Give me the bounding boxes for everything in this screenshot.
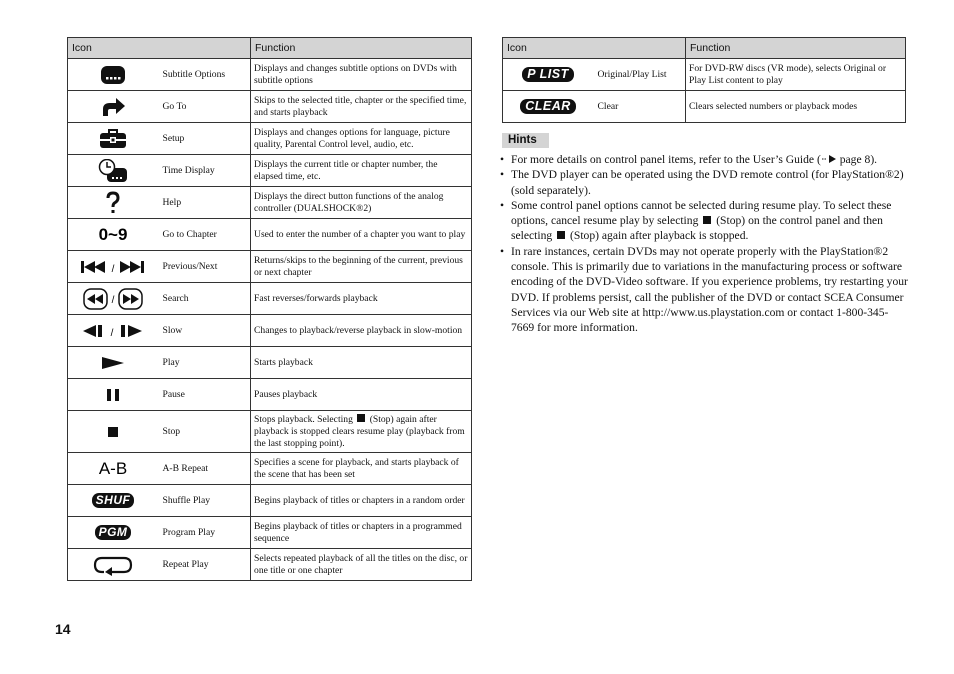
table-row bbox=[68, 347, 472, 379]
table-row bbox=[68, 411, 472, 453]
function-column-header: Function bbox=[686, 38, 906, 59]
control-icons-table bbox=[67, 37, 472, 581]
table-header-row bbox=[503, 38, 906, 59]
clear-icon-text: CLEAR bbox=[520, 99, 576, 114]
hint-text: (Stop) on the control panel and then selecting bbox=[511, 214, 883, 243]
repeat-play-icon bbox=[71, 551, 155, 579]
control-name: Original/Play List bbox=[595, 59, 686, 91]
table-row bbox=[68, 453, 472, 485]
control-name: Pause bbox=[160, 379, 251, 411]
control-function: Fast reverses/forwards playback bbox=[251, 283, 472, 315]
go-to-chapter-icon bbox=[71, 221, 155, 249]
control-name: Subtitle Options bbox=[160, 59, 251, 91]
hints-list bbox=[500, 152, 910, 336]
control-name: Shuffle Play bbox=[160, 485, 251, 517]
control-function: Clears selected numbers or playback modes bbox=[686, 91, 906, 123]
help-question-icon bbox=[71, 189, 155, 217]
control-name: Search bbox=[160, 283, 251, 315]
table-row bbox=[68, 59, 472, 91]
pause-icon bbox=[71, 381, 155, 409]
table-row bbox=[68, 91, 472, 123]
control-name: Repeat Play bbox=[160, 549, 251, 581]
list-item bbox=[500, 198, 910, 244]
svg-text:/: / bbox=[111, 263, 115, 275]
hint-text: Some control panel options cannot be selected during resume play. To select these options, cancel resume play by selecting bbox=[511, 198, 892, 228]
control-function: Pauses playback bbox=[251, 379, 472, 411]
play-icon bbox=[71, 349, 155, 377]
table-row bbox=[68, 123, 472, 155]
shuffle-play-icon-text: SHUF bbox=[92, 493, 135, 508]
control-function: Changes to playback/reverse playback in slow-motion bbox=[251, 315, 472, 347]
stop-square-icon bbox=[357, 414, 365, 422]
table-row bbox=[68, 315, 472, 347]
control-function: For DVD-RW discs (VR mode), selects Original or Play List content to play bbox=[686, 59, 906, 91]
control-name: Go To bbox=[160, 91, 251, 123]
control-function: Returns/skips to the beginning of the current, previous or next chapter bbox=[251, 251, 472, 283]
control-function bbox=[251, 411, 472, 453]
stop-square-icon bbox=[557, 231, 565, 239]
control-function: Used to enter the number of a chapter you want to play bbox=[251, 219, 472, 251]
stop-square-icon bbox=[703, 216, 711, 224]
stop-icon bbox=[71, 418, 155, 446]
reference-arrow-icon bbox=[821, 153, 837, 166]
slow-icon bbox=[71, 317, 155, 345]
control-name: Previous/Next bbox=[160, 251, 251, 283]
list-item bbox=[500, 152, 910, 167]
control-name: Play bbox=[160, 347, 251, 379]
table-row bbox=[68, 379, 472, 411]
table-row bbox=[68, 251, 472, 283]
control-name: Program Play bbox=[160, 517, 251, 549]
svg-text:/: / bbox=[111, 294, 115, 306]
disc-options-table bbox=[502, 37, 906, 123]
list-item: • In rare instances, certain DVDs may not operate properly with the PlayStation®2 console. This is primarily due to variations in the manufacturing process or software encoding of the DVD-Video software. If you experience problems, try restarting your DVD. If problems persist, call the publisher of the DVD or contact SCEA Consumer Services via our Web site at http://www.us.playstation.com or contact 1-800-345-7669 for more information. bbox=[500, 244, 910, 336]
setup-toolbox-icon bbox=[71, 125, 155, 153]
program-play-icon-text: PGM bbox=[95, 525, 132, 540]
table-row bbox=[68, 155, 472, 187]
stop-function-text-b: (Stop) again after playback is stopped clears resume play (playback from the last stopping point). bbox=[254, 413, 465, 449]
hints-heading: Hints bbox=[502, 133, 549, 148]
control-function: Begins playback of titles or chapters in a random order bbox=[251, 485, 472, 517]
control-function: Displays and changes subtitle options on DVDs with subtitle options bbox=[251, 59, 472, 91]
control-function: Selects repeated playback of all the titles on the disc, or one title or one chapter bbox=[251, 549, 472, 581]
hint-text: (Stop) again after playback is stopped. bbox=[570, 229, 749, 243]
control-function: Displays the direct button functions of the analog controller (DUALSHOCK®2) bbox=[251, 187, 472, 219]
subtitle-options-icon bbox=[71, 61, 155, 89]
control-name: Clear bbox=[595, 91, 686, 123]
previous-next-icon bbox=[71, 253, 155, 281]
table-row bbox=[68, 485, 472, 517]
shuffle-play-icon bbox=[71, 487, 155, 515]
clear-icon bbox=[506, 93, 590, 121]
table-row bbox=[68, 517, 472, 549]
time-display-icon bbox=[71, 157, 155, 185]
hint-text: page 8). bbox=[836, 153, 878, 166]
control-function: Starts playback bbox=[251, 347, 472, 379]
go-to-icon bbox=[71, 93, 155, 121]
control-name: Go to Chapter bbox=[160, 219, 251, 251]
control-function: Displays the current title or chapter number, the elapsed time, etc. bbox=[251, 155, 472, 187]
table-header-row bbox=[68, 38, 472, 59]
table-row bbox=[68, 283, 472, 315]
table-row bbox=[503, 91, 906, 123]
control-function: Displays and changes options for language, picture quality, Parental Control level, audio, etc. bbox=[251, 123, 472, 155]
control-name: A-B Repeat bbox=[160, 453, 251, 485]
table-row bbox=[68, 187, 472, 219]
list-item: • The DVD player can be operated using the DVD remote control (for PlayStation®2) (sold separately). bbox=[500, 167, 910, 198]
control-function: Specifies a scene for playback, and starts playback of the scene that has been set bbox=[251, 453, 472, 485]
go-to-chapter-icon-text: 0~9 bbox=[98, 224, 128, 244]
icon-column-header: Icon bbox=[68, 38, 251, 59]
control-function: Skips to the selected title, chapter or the specified time, and starts playback bbox=[251, 91, 472, 123]
function-column-header: Function bbox=[251, 38, 472, 59]
control-name: Setup bbox=[160, 123, 251, 155]
svg-text:/: / bbox=[110, 327, 114, 339]
control-name: Slow bbox=[160, 315, 251, 347]
program-play-icon bbox=[71, 519, 155, 547]
table-row bbox=[68, 549, 472, 581]
table-row bbox=[503, 59, 906, 91]
table-row bbox=[68, 219, 472, 251]
icon-column-header: Icon bbox=[503, 38, 686, 59]
stop-function-text-a: Stops playback. Selecting bbox=[254, 413, 353, 425]
p-list-icon bbox=[506, 61, 590, 89]
control-name: Time Display bbox=[160, 155, 251, 187]
control-function: Begins playback of titles or chapters in a programmed sequence bbox=[251, 517, 472, 549]
a-b-repeat-icon-text: A-B bbox=[98, 458, 128, 478]
search-rewind-forward-icon bbox=[71, 285, 155, 313]
a-b-repeat-icon bbox=[71, 455, 155, 483]
hint-text: For more details on control panel items, refer to the User’s Guide ( bbox=[511, 153, 821, 166]
p-list-icon-text: P LIST bbox=[522, 67, 573, 82]
page-number: 14 bbox=[55, 621, 71, 637]
control-name: Help bbox=[160, 187, 251, 219]
control-name: Stop bbox=[160, 411, 251, 453]
